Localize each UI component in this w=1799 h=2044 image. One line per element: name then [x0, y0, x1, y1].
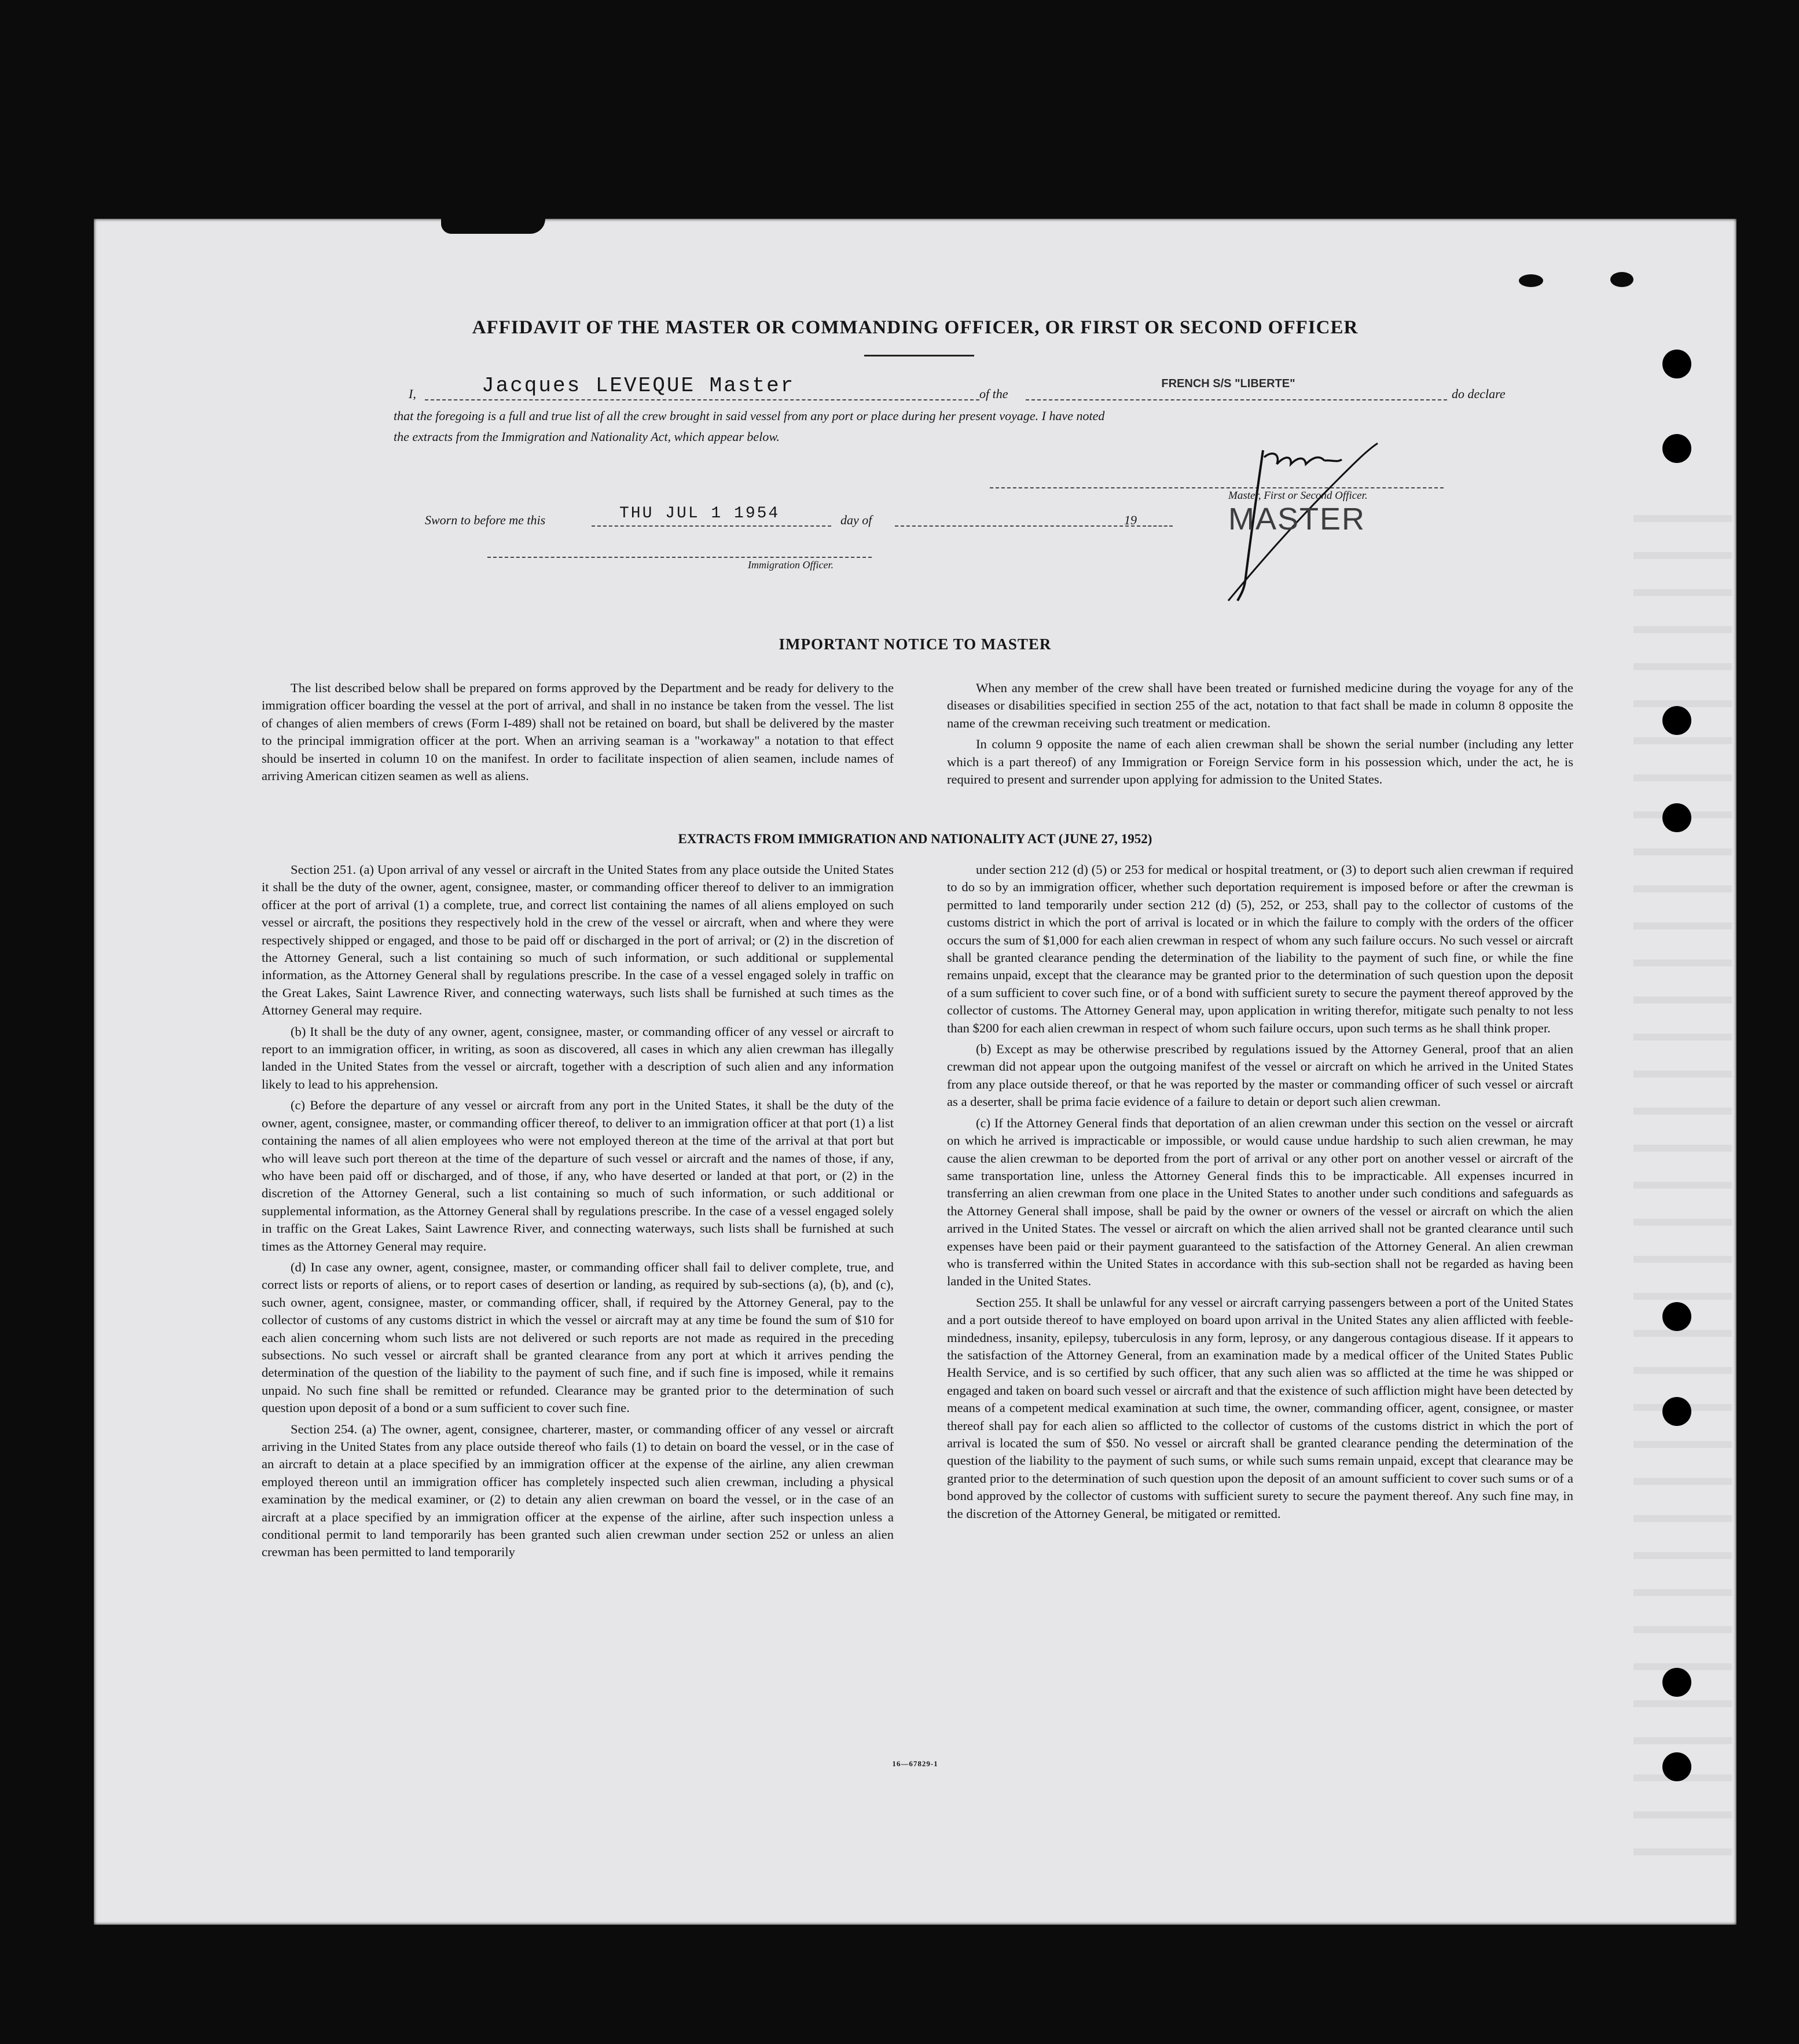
binder-hole	[1662, 803, 1691, 832]
of-the-label: of the	[979, 387, 1008, 401]
extract-paragraph: (b) It shall be the duty of any owner, agent, consignee, master, or commanding officer of any vessel or aircraft to report to an immigration officer, in writing, as soon as discovered, all cases in which any alien crewman has illegally landed in the United States from the vessel or aircraft, together with a description of such alien and any information likely to lead to his apprehension.	[262, 1024, 894, 1091]
binder-hole	[1662, 1302, 1691, 1331]
day-of-label: day of	[840, 513, 872, 527]
extract-paragraph: (c) Before the departure of any vessel or aircraft from any port in the United States, it shall be the duty of the owner, agent, consignee, master, or commanding officer thereof, to deliver to an immigration officer at that port (1) a list containing the names of all alien employees who were not employed thereon at the time of the arrival at that port but who will leave such port thereon at the time of the departure of such vessel or aircraft and the names of those, if any, who have been paid off or discharged, and of those, if any, who have deserted or landed at that port, or (2) in the discretion of the Attorney General, such a list containing so much of such information, or such additional or supplemental information, as the Attorney General shall by regulations prescribe. In the case of a vessel engaged solely in traffic on the Great Lakes, Saint Lawrence River, and connecting waterways, such lists shall be furnished at such times as the Attorney General may require.	[262, 1098, 894, 1253]
document-sheet	[94, 219, 1736, 1925]
extract-paragraph: (d) In case any owner, agent, consignee, master, or commanding officer shall fail to deliver complete, true, and correct lists or reports of aliens, or to report cases of desertion or landing, as required by sub-sections (a), (b), and (c), such owner, agent, consignee, master, or commanding officer, shall, if required by the Attorney General, pay to the collector of customs of any customs district in which the vessel or aircraft may at any time be found the sum of $10 for each alien concerning whom such lists are not delivered or such reports are not made as required in the preceding subsections. No such vessel or aircraft shall be granted clearance from any port at which it arrives pending the determination of the question of the liability to the payment of such fine, and if such fine is imposed, while it remains unpaid. No such fine shall be remitted or refunded. Clearance may be granted prior to the determination of such question upon deposit of a bond or a sum sufficient to cover such fine.	[262, 1259, 894, 1416]
extracts-right-column	[947, 861, 1573, 1523]
binder-hole	[1662, 1397, 1691, 1426]
notice-left-column	[262, 679, 894, 785]
sworn-date-line	[592, 525, 831, 527]
master-stamp: MASTER	[1228, 502, 1366, 536]
vessel-name: FRENCH S/S "LIBERTE"	[1161, 377, 1295, 390]
master-label: Master, First or Second Officer.	[1228, 490, 1368, 502]
immigration-officer-line	[487, 557, 872, 558]
bleed-through	[1633, 485, 1732, 1874]
declarant-name: Jacques LEVEQUE Master	[482, 374, 795, 398]
notice-right-column	[947, 679, 1573, 788]
sworn-date: THU JUL 1 1954	[619, 505, 780, 523]
sworn-label: Sworn to before me this	[425, 513, 546, 527]
binder-hole	[1662, 1668, 1691, 1697]
extract-paragraph: under section 212 (d) (5) or 253 for medical or hospital treatment, or (3) to deport such alien crewman if required to do so by an immigration officer, whether such deportation requirement is imposed before or after the crewman is permitted to land temporarily under section 212 (d) (5), 252, or 253, shall pay to the collector of customs of the customs district in which the port of arrival is located or in which the failure to comply with the orders of the officer occurs the sum of $1,000 for each alien crewman in respect of whom any such failure occurs. No such vessel or aircraft shall be granted clearance pending the determination of the liability to the payment of such fine, or while the fine remains unpaid, except that the clearance may be granted prior to the determination of such question upon the deposit of a sum sufficient to cover such fine, or of a bond with sufficient surety to secure the payment thereof approved by the collector of customs. The Attorney General may, upon application in writing therefor, mitigate such penalty to not less than $200 for each alien crewman in respect of whom such failure occurs, upon such terms as he shall think proper.	[947, 862, 1573, 1035]
notice-paragraph: When any member of the crew shall have been treated or furnished medicine during the voyage for any of the diseases or disabilities specified in section 255 of the act, notation to that fact shall be made in column 8 opposite the name of the crewman receiving such treatment or medication.	[947, 681, 1573, 730]
extract-paragraph: Section 251. (a) Upon arrival of any vessel or aircraft in the United States from any place outside the United States it shall be the duty of the owner, agent, consignee, master, or commanding officer thereof to deliver to an immigration officer at the port of arrival (1) a complete, true, and correct list containing the names of all aliens employed on such vessel or aircraft, the positions they respectively hold in the crew of the vessel or aircraft, when and where they were respectively shipped or engaged, and those to be paid off or discharged in the port of arrival; or (2) in the discretion of the Attorney General, such a list containing so much of such information, or such additional or supplemental information, as the Attorney General shall by regulations prescribe. In the case of a vessel engaged solely in traffic on the Great Lakes, Saint Lawrence River, and connecting waterways, such lists shall be furnished at such times as the Attorney General may require.	[262, 862, 894, 1018]
extract-paragraph: Section 254. (a) The owner, agent, consignee, charterer, master, or commanding officer of any vessel or aircraft arriving in the United States from any place outside thereof who fails (1) to detain on board the vessel, or in the case of an aircraft to detain at a place specified by an immigration officer at the expense of the airline, any alien crewman employed thereon until an immigration officer has completely inspected such alien crewman, including a physical examination by the medical examiner, or (2) to detain any alien crewman on board the vessel, or in the case of an aircraft at a place specified by an immigration officer at the expense of the airline, after such inspection unless a conditional permit to land temporarily has been granted such alien crewman under section 252 or unless an alien crewman has been permitted to land temporarily	[262, 1421, 894, 1560]
binder-hole	[1662, 350, 1691, 378]
notice-paragraph: The list described below shall be prepared on forms approved by the Department and be ready for delivery to the immigration officer boarding the vessel at the port of arrival, and shall in no instance be taken from the vessel. The list of changes of alien members of crews (Form I-489) shall not be retained on board, but shall be delivered by the master to the principal immigration officer at the port. When an arriving seaman is a "workaway" a notation to that effect should be inserted in column 10 on the manifest. In order to facilitate inspection of alien seamen, include names of arriving American citizen seamen as well as aliens.	[262, 681, 894, 784]
do-declare-label: do declare	[1452, 387, 1506, 401]
statement-line-2: the extracts from the Immigration and Nationality Act, which appear below.	[394, 429, 780, 444]
year-line	[1143, 525, 1173, 527]
declarant-line	[425, 399, 979, 400]
notice-paragraph: In column 9 opposite the name of each alien crewman shall be shown the serial number (including any letter which is a part thereof) of any Immigration or Foreign Service form in his possession which, under the act, he is required to present and surrender upon applying for admission to the United States.	[947, 737, 1573, 787]
extracts-title: EXTRACTS FROM IMMIGRATION AND NATIONALITY ACT (JUNE 27, 1952)	[678, 832, 1152, 846]
binder-hole	[1662, 434, 1691, 463]
binder-hole	[1662, 1752, 1691, 1781]
extract-paragraph: (b) Except as may be otherwise prescribed by regulations issued by the Attorney General, proof that an alien crewman did not appear upon the outgoing manifest of the vessel or aircraft on which he arrived in the United States from any place outside thereof, or that he was reported by the master or commanding officer of such vessel or aircraft as a deserter, shall be prima facie evidence of a failure to detain or deport such alien crewman.	[947, 1042, 1573, 1109]
i-label: I,	[409, 387, 416, 401]
edge-damage	[1519, 274, 1543, 287]
extract-paragraph: (c) If the Attorney General finds that deportation of an alien crewman under this section on the vessel or aircraft on which he arrived is impracticable or impossible, or would cause undue hardship to such alien crewman, he may cause the alien crewman to be deported from the port of arrival or any other port on another vessel or aircraft of the same transportation line, unless the Attorney General finds this to be impracticable. All expenses incurred in transferring an alien crewman from one place in the United States to another under such conditions and safeguards as the Attorney General shall impose, shall be paid by the owner or owners of the vessel or aircraft on which the alien arrived in the United States. The vessel or aircraft on which the alien arrived shall not be granted clearance until such expenses have been paid or their payment guaranteed to the satisfaction of the Attorney General. An alien crewman who is transferred within the United States in accordance with this sub-section shall not be regarded as having been landed in the United States.	[947, 1115, 1573, 1289]
day-line	[895, 525, 1140, 527]
extracts-left-column	[262, 861, 894, 1561]
immigration-officer-label: Immigration Officer.	[748, 559, 834, 571]
edge-damage	[441, 219, 545, 234]
statement-line-1: that the foregoing is a full and true list of all the crew brought in said vessel from any port or place during her present voyage. I have noted	[394, 409, 1105, 423]
vessel-line	[1026, 399, 1447, 400]
edge-damage	[1610, 272, 1633, 287]
year-prefix: 19	[1124, 513, 1137, 527]
extract-paragraph: Section 255. It shall be unlawful for any vessel or aircraft carrying passengers between a port of the United States and a port outside thereof to have employed on board upon arrival in the United States any alien afflicted with feeble-mindedness, insanity, epilepsy, tuberculosis in any form, leprosy, or any dangerous contagious disease. If it appears to the satisfaction of the Attorney General, from an examination made by a medical officer of the United States Public Health Service, and is so certified by such officer, that any such alien was so afflicted at the time he was shipped or engaged and taken on board such vessel or aircraft and that the existence of such affliction might have been detected by means of a competent medical examination at such time, the owner, commanding officer, agent, consignee, or master thereof shall pay for each alien so afflicted to the collector of customs of the customs district in which the port of arrival is located the sum of $50. No vessel or aircraft shall be granted clearance pending the determination of the question of the liability to the payment of such sums, or while such sums remain unpaid, except that clearance may be granted prior to the determination of such question upon the deposit of an amount sufficient to cover such sums or of a bond approved by the collector of customs with sufficient surety to secure the payment thereof. Any such fine may, in the discretion of the Attorney General, be mitigated or remitted.	[947, 1295, 1573, 1521]
binder-hole	[1662, 706, 1691, 735]
title-rule	[864, 355, 974, 356]
notice-title: IMPORTANT NOTICE TO MASTER	[779, 635, 1052, 653]
affidavit-title: AFFIDAVIT OF THE MASTER OR COMMANDING OFFICER, OR FIRST OR SECOND OFFICER	[472, 317, 1359, 338]
form-number: 16—67829-1	[892, 1759, 938, 1768]
